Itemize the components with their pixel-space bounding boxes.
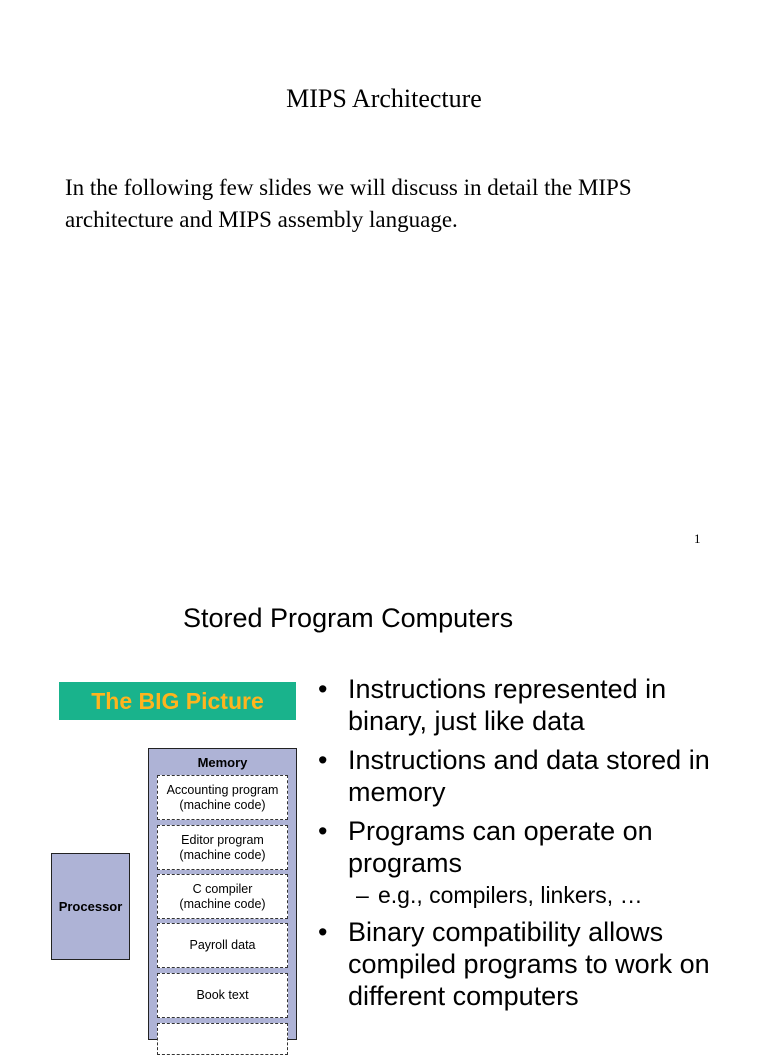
- big-picture-banner: The BIG Picture: [59, 682, 296, 720]
- bullet-symbol: •: [318, 917, 328, 947]
- memory-item-book-text: [157, 973, 288, 1018]
- memory-item-line1: Payroll data: [189, 938, 256, 952]
- memory-box: [148, 748, 297, 1040]
- dash-symbol: –: [356, 882, 369, 908]
- bullet-item: [318, 815, 748, 879]
- memory-item-line1: Book text: [196, 988, 249, 1002]
- bullet-list: [318, 673, 748, 1019]
- bullet-item: [318, 673, 748, 737]
- slide2-title: Stored Program Computers: [183, 603, 514, 633]
- memory-item-line1: C compiler: [192, 881, 253, 896]
- memory-item-accounting: [157, 775, 288, 820]
- processor-label: Processor: [58, 899, 123, 914]
- memory-item-payroll-data: [157, 923, 288, 968]
- slide1-page-number: 1: [694, 531, 701, 546]
- memory-item-line1: Editor program: [181, 832, 264, 847]
- bullet-text: Instructions represented in binary, just like data: [348, 674, 667, 736]
- memory-item-editor: [157, 825, 288, 870]
- bullet-text: Binary compatibility allows compiled programs to work on different computers: [348, 917, 710, 1011]
- memory-item-c-compiler: [157, 874, 288, 919]
- bullet-text: Programs can operate on programs: [348, 816, 653, 878]
- memory-item-line1: Accounting program: [166, 782, 279, 797]
- memory-label: Memory: [197, 755, 248, 770]
- memory-item-line2: (machine code): [179, 896, 266, 911]
- slide1-title: MIPS Architecture: [286, 84, 482, 113]
- bullet-item: [318, 916, 748, 1012]
- bullet-text: Instructions and data stored in memory: [348, 745, 710, 807]
- sub-bullet-item: [318, 881, 748, 909]
- processor-box: [51, 853, 130, 960]
- memory-item-partial: [157, 1023, 288, 1055]
- slide1-body-text: In the following few slides we will discuss in detail the MIPS architecture and MIPS assembly language.: [65, 175, 632, 232]
- bullet-symbol: •: [318, 745, 328, 775]
- sub-bullet-text: e.g., compilers, linkers, …: [378, 882, 643, 908]
- bullet-symbol: •: [318, 674, 328, 704]
- bullet-item: [318, 744, 748, 808]
- memory-item-line2: (machine code): [179, 797, 266, 812]
- memory-item-line2: (machine code): [179, 847, 266, 862]
- bullet-symbol: •: [318, 816, 328, 846]
